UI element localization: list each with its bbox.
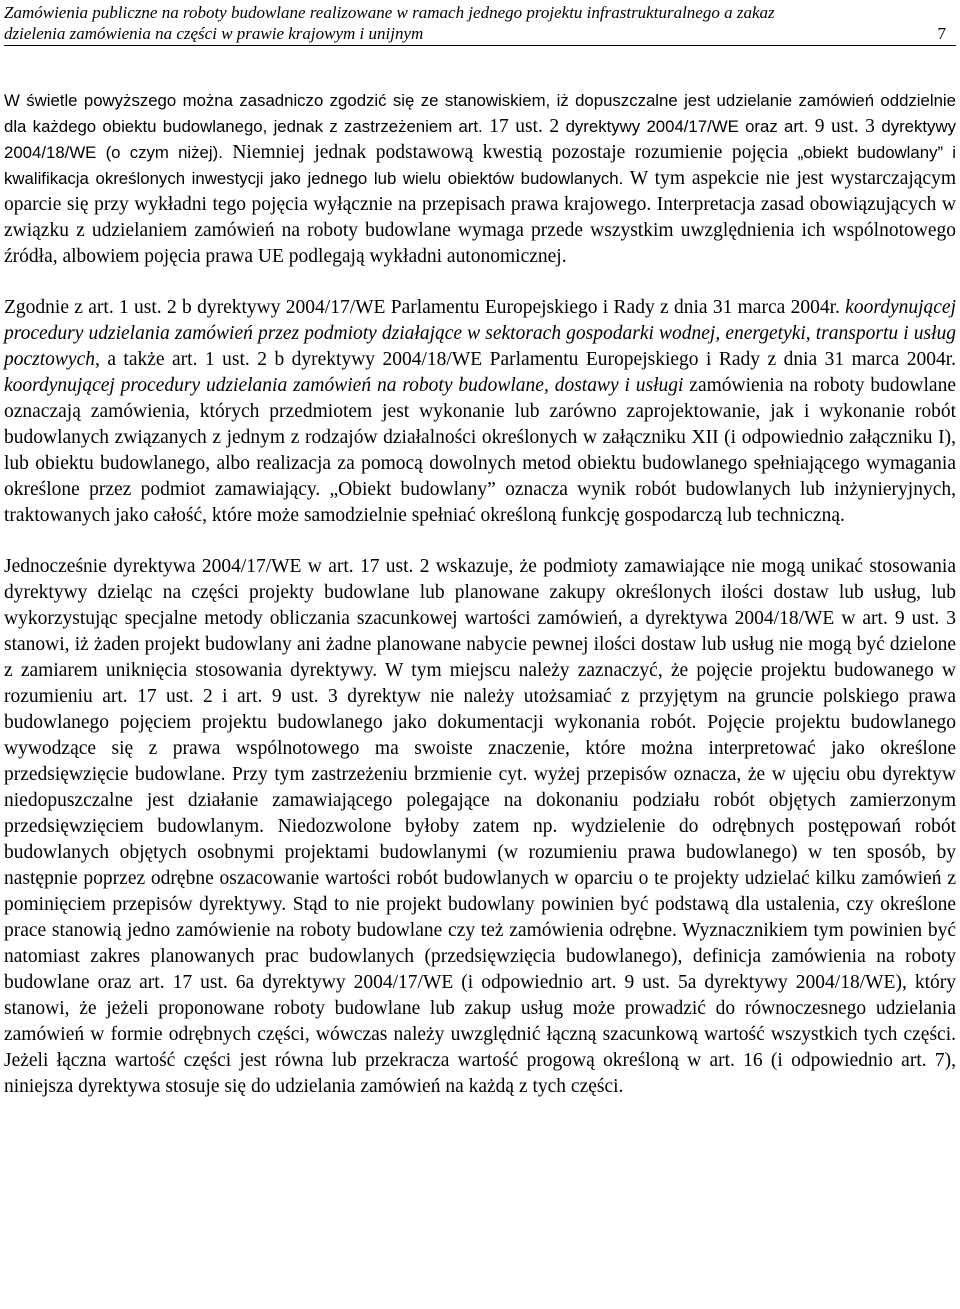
header-title-line-2: dzielenia zamówienia na części w prawie krajowym i unijnym bbox=[4, 24, 424, 43]
paragraph-1-sans-e: dyrektywy 2004/18/WE (o czym niżej). bbox=[4, 117, 956, 162]
paragraph-2-directive-title-2: koordynującej procedury udzielania zamówień na roboty budowlane, dostawy i usługi bbox=[4, 375, 684, 396]
paragraph-2-text-e: zamówienia na roboty budowlane oznaczają zamówienia, których przedmiotem jest wykonanie lub zarówno zaprojektowanie, jak i wykonanie robót budowlanych związanych z jednym z rodzajów działalności określonych w załączniku XII (i odpowiednio załączniku I), lub obiektu budowlanego, albo realizacja za pomocą dowolnych metod obiektu budowlanego spełniającego wymagania określone przez podmiot zamawiający. „Obiekt budowlany” oznacza wynik robót budowlanych lub inżynieryjnych, traktowanych jako całość, które może samodzielnie spełniać określoną funkcję gospodarczą lub techniczną. bbox=[4, 375, 956, 526]
header-title-line-1: Zamówienia publiczne na roboty budowlane realizowane w ramach jednego projektu infrastrukturalnego a zakaz bbox=[4, 3, 775, 22]
paragraph-1-sans-c: dyrektywy 2004/17/WE oraz art. bbox=[565, 117, 809, 136]
paragraph-1-serif-d: 9 ust. 3 bbox=[808, 116, 882, 137]
paragraph-1-sans-a: W świetle powyższego można zasadniczo zgodzić się ze stanowiskiem, iż dopuszczalne jest udzielanie zamówień oddzielnie dla każdego obiektu budowlanego, jednak z zastrzeżeniem art. bbox=[4, 91, 956, 136]
paragraph-2-text-a: Zgodnie z art. 1 ust. 2 b dyrektywy 2004/17/WE Parlamentu Europejskiego i Rady z dnia 31 marca 2004r. bbox=[4, 297, 846, 318]
paragraph-1 bbox=[4, 88, 956, 270]
paragraph-2-text-c: , a także art. 1 ust. 2 b dyrektywy 2004/18/WE Parlamentu Europejskiego i Rady z dnia 31 marca 2004r. bbox=[94, 349, 956, 370]
running-header bbox=[4, 2, 956, 44]
paragraph-2-directive-title-1: koordynującej procedury udzielania zamówień przez podmioty działające w sektorach gospodarki wodnej, energetyki, transportu i usług pocztowych bbox=[4, 297, 956, 370]
header-divider bbox=[4, 45, 956, 46]
paragraph-1-serif-f: Niemniej jednak podstawową kwestią pozostaje rozumienie pojęcia bbox=[222, 142, 798, 163]
paragraph-1-serif-b: 17 ust. 2 bbox=[482, 116, 566, 137]
paragraph-1-serif-h: W tym aspekcie nie jest wystarczającym oparcie się przy wykładni tego pojęcia wyłącznie na przepisach prawa krajowego. Interpretacja zasad obowiązujących w związku z udzielaniem zamówień na roboty budowlane wymaga przede wszystkim uwzględnienia ich wspólnotowego źródła, albowiem pojęcia prawa UE podlegają wykładni autonomicznej. bbox=[4, 168, 956, 267]
document-body bbox=[4, 88, 956, 1100]
paragraph-2 bbox=[4, 295, 956, 529]
paragraph-1-sans-g: „obiekt budowlany” i kwalifikacja określonych inwestycji jako jednego lub wielu obiektów budowlanych. bbox=[4, 143, 956, 188]
paragraph-spacer bbox=[4, 270, 956, 295]
page-number: 7 bbox=[937, 24, 946, 43]
paragraph-spacer bbox=[4, 529, 956, 554]
paragraph-3: Jednocześnie dyrektywa 2004/17/WE w art. 17 ust. 2 wskazuje, że podmioty zamawiające nie mogą unikać stosowania dyrektywy dzieląc na części projekty budowlane lub planowane zakupy określonych ilości dostaw lub usług, lub wykorzystując specjalne metody obliczania szacunkowej wartości zamówień, a dyrektywa 2004/18/WE w art. 9 ust. 3 stanowi, iż żaden projekt budowlany ani żadne planowane nabycie pewnej ilości dostaw lub usług nie mogą być dzielone z zamiarem uniknięcia stosowania dyrektywy. W tym miejscu należy zaznaczyć, że pojęcie projektu budowanego w rozumieniu art. 17 ust. 2 i art. 9 ust. 3 dyrektyw nie należy utożsamiać z przyjętym na gruncie polskiego prawa budowlanego pojęciem projektu budowlanego jako dokumentacji wykonania robót. Pojęcie projektu budowlanego wywodzące się z prawa wspólnotowego ma swoiste znaczenie, które można interpretować jako określone przedsięwzięcie budowlane. Przy tym zastrzeżeniu brzmienie cyt. wyżej przepisów oznacza, że w ujęciu obu dyrektyw niedopuszczalne jest działanie zamawiającego polegające na dokonaniu podziału robót objętych zamierzonym przedsięwzięciem budowlanym. Niedozwolone byłoby zatem np. wydzielenie do odrębnych postępowań robót budowlanych objętych osobnymi projektami budowlanymi (w rozumieniu prawa budowlanego) w ten sposób, by następnie poprzez odrębne oszacowanie wartości robót budowlanych w oparciu o te projekty udzielać kilku zamówień z pominięciem przepisów dyrektywy. Stąd to nie projekt budowlany powinien być podstawą dla ustalenia, czy określone prace stanowią jedno zamówienie na roboty budowlane czy też zamówienia odrębne. Wyznacznikiem tym powinien być natomiast zakres planowanych prac budowlanych (przedsięwzięcia budowlanego), definicja zamówienia na roboty budowlane oraz art. 17 ust. 6a dyrektywy 2004/17/WE (i odpowiednio art. 9 ust. 5a dyrektywy 2004/18/WE), który stanowi, że jeżeli proponowane roboty budowlane lub zakup usług może prowadzić do równoczesnego udzielania zamówień w formie odrębnych części, wówczas należy uwzględnić łączną szacunkową wartość wszystkich tych części. Jeżeli łączna wartość części jest równa lub przekracza wartość progową określoną w art. 16 (i odpowiednio art. 7), niniejsza dyrektywa stosuje się do udzielania zamówień na każdą z tych części. bbox=[4, 556, 956, 1097]
